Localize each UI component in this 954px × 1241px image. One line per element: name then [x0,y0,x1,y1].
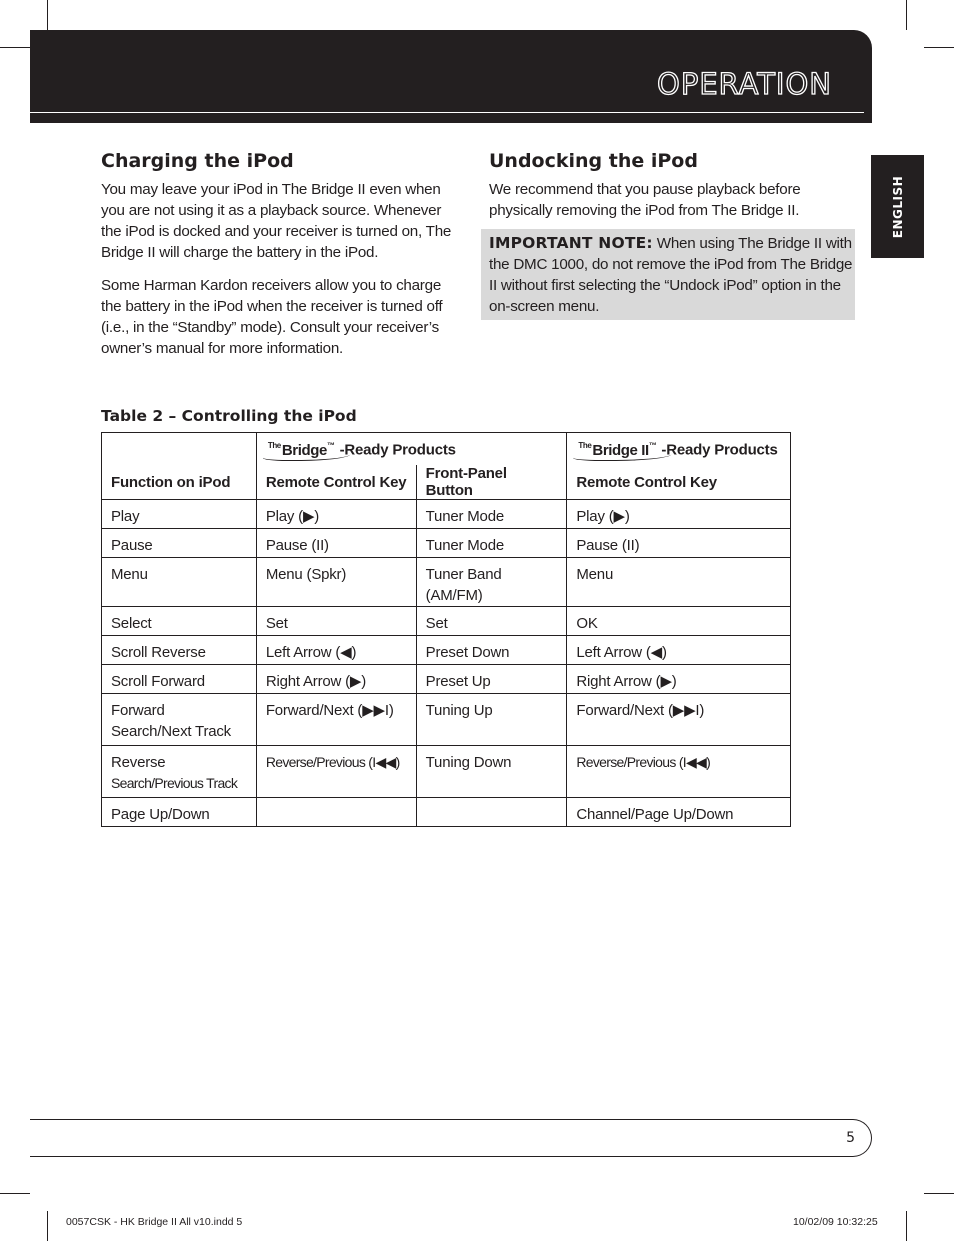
undocking-paragraph: We recommend that you pause playback before physically removing the iPod from The Bridge II. [489,181,801,219]
column-header: Function on iPod [102,465,257,500]
remote-key-cell: OK [567,607,791,636]
remote-key-cell: Right Arrow (▶) [567,665,791,694]
file-slug: 0057CSK - HK Bridge II All v10.indd 5 [66,1216,243,1228]
empty-cell [102,433,257,466]
remote-key-cell: Menu [567,558,791,607]
crop-mark [0,1193,30,1194]
function-cell: Select [102,607,257,636]
remote-key-cell: Left Arrow (◀) [256,636,416,665]
table-header-row [102,465,791,500]
the-bridge-ii-logo: $^{The}$Bridge II™ [576,441,657,459]
group-label: -Ready Products [339,441,456,459]
front-panel-cell: Preset Down [416,636,567,665]
remote-key-cell: Reverse/Previous (I◀◀) [256,746,416,798]
front-panel-cell [416,798,567,827]
table-row [102,798,791,827]
remote-key-cell: Reverse/Previous (I◀◀) [567,746,791,798]
function-cell: Menu [102,558,257,607]
remote-key-cell: Set [256,607,416,636]
table-title: Table 2 – Controlling the iPod [101,407,357,425]
function-cell: Page Up/Down [102,798,257,827]
important-note [489,233,855,317]
table-row [102,636,791,665]
section-title: OPERATION [657,67,832,101]
table-group-row [102,433,791,466]
table-row [102,694,791,746]
table-row [102,529,791,558]
important-note-label: IMPORTANT NOTE: [489,234,653,252]
header-rule [30,112,864,113]
print-timestamp: 10/02/09 10:32:25 [793,1216,878,1228]
remote-key-cell: Left Arrow (◀) [567,636,791,665]
column-header: Front-Panel Button [416,465,567,500]
important-note-text: When using The Bridge II with the DMC 1000, do not remove the iPod from The Bridge II without first selecting the “Undock iPod” option in the on-screen menu. [489,235,853,315]
remote-key-cell: Menu (Spkr) [256,558,416,607]
front-panel-cell: Tuning Up [416,694,567,746]
function-cell: Pause [102,529,257,558]
crop-mark [47,1211,48,1241]
remote-key-cell: Channel/Page Up/Down [567,798,791,827]
table-row [102,607,791,636]
front-panel-cell: Tuner Mode [416,500,567,529]
bridge-ready-group [256,433,567,466]
remote-key-cell: Forward/Next (▶▶I) [567,694,791,746]
undocking-heading: Undocking the iPod [489,150,698,172]
front-panel-cell: Tuning Down [416,746,567,798]
charging-paragraph-1: You may leave your iPod in The Bridge II even when you are not using it as a playback source. Whenever the iPod is docked and your receiver is turned on, The Bridge II will charge the battery in the iPod. [101,181,452,261]
front-panel-cell: Set [416,607,567,636]
crop-mark [924,1193,954,1194]
remote-key-cell: Pause (II) [256,529,416,558]
table-row [102,558,791,607]
group-label: -Ready Products [661,441,778,459]
crop-mark [906,0,907,30]
remote-key-cell: Right Arrow (▶) [256,665,416,694]
front-panel-cell: Tuner Band (AM/FM) [416,558,567,607]
remote-key-cell [256,798,416,827]
table-row [102,500,791,529]
controls-table [101,432,791,827]
remote-key-cell: Play (▶) [256,500,416,529]
important-note-box [481,229,855,320]
column-header: Remote Control Key [567,465,791,500]
function-cell: Forward Search/Next Track [102,694,257,746]
function-cell: Scroll Forward [102,665,257,694]
table-row [102,746,791,798]
crop-mark [0,47,30,48]
table-row [102,665,791,694]
the-bridge-logo: $^{The}$Bridge™ [266,441,336,459]
remote-key-cell: Forward/Next (▶▶I) [256,694,416,746]
charging-heading: Charging the iPod [101,150,294,172]
function-cell: Reverse Search/Previous Track [102,746,257,798]
front-panel-cell: Tuner Mode [416,529,567,558]
crop-mark [906,1211,907,1241]
footer-bar [30,1119,872,1157]
bridge-ii-ready-group [567,433,791,466]
remote-key-cell: Play (▶) [567,500,791,529]
crop-mark [47,0,48,30]
remote-key-cell: Pause (II) [567,529,791,558]
language-tab-label: ENGLISH [890,175,905,238]
column-header: Remote Control Key [256,465,416,500]
page-number: 5 [846,1130,855,1146]
function-cell: Scroll Reverse [102,636,257,665]
charging-paragraph-2: Some Harman Kardon receivers allow you to charge the battery in the iPod when the receiver is turned off (i.e., in the “Standby” mode). Consult your receiver’s owner’s manual for more information. [101,277,443,357]
crop-mark [924,47,954,48]
front-panel-cell: Preset Up [416,665,567,694]
language-tab [871,155,924,258]
function-cell: Play [102,500,257,529]
